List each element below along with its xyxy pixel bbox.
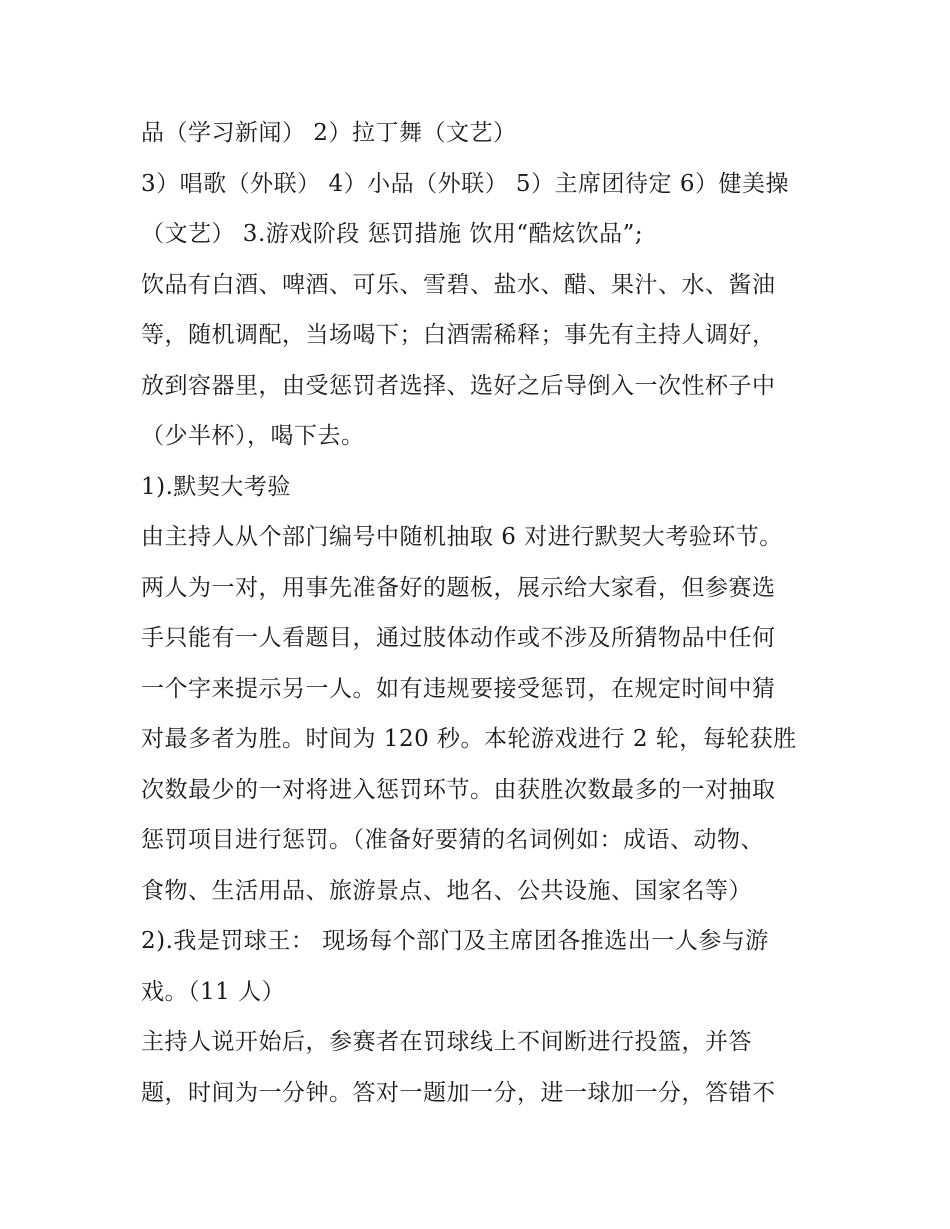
text-line: 品（学习新闻） 2）拉丁舞（文艺）	[141, 120, 517, 146]
text-line: 对最多者为胜。时间为 120 秒。本轮游戏进行 2 轮，每轮获胜	[141, 726, 797, 752]
section-heading: 2).我是罚球王： 现场每个部门及主席团各推选出一人参与游	[141, 928, 769, 954]
text-line: 戏。（11 人）	[141, 978, 286, 1005]
text-line: 由主持人从个部门编号中随机抽取 6 对进行默契大考验环节。	[141, 524, 783, 550]
text-line: 两人为一对，用事先准备好的题板，展示给大家看，但参赛选	[141, 574, 776, 601]
text-line: 饮品有白酒、啤酒、可乐、雪碧、盐水、醋、果汁、水、酱油	[141, 271, 776, 298]
text-line: 放到容器里，由受惩罚者选择、选好之后导倒入一次性杯子中	[141, 372, 776, 399]
text-line: （文艺） 3.游戏阶段 惩罚措施 饮用“酷炫饮品”;	[141, 221, 644, 247]
text-line: 惩罚项目进行惩罚。（准备好要猜的名词例如：成语、动物、	[141, 827, 764, 853]
text-line: （少半杯），喝下去。	[141, 423, 365, 449]
text-line: 主持人说开始后，参赛者在罚球线上不间断进行投篮，并答	[141, 1029, 752, 1055]
text-line: 题，时间为一分钟。答对一题加一分，进一球加一分，答错不	[141, 1079, 776, 1106]
text-line: 一个字来提示另一人。如有违规要接受惩罚，在规定时间中猜	[141, 675, 776, 702]
text-line: 等，随机调配，当场喝下；白酒需稀释；事先有主持人调好，	[141, 322, 776, 348]
text-line: 食物、生活用品、旅游景点、地名、公共设施、国家名等）	[141, 877, 752, 904]
text-line: 手只能有一人看题目，通过肢体动作或不涉及所猜物品中任何	[141, 625, 776, 651]
document-body	[141, 108, 821, 1118]
text-line: 3）唱歌（外联） 4）小品（外联） 5）主席团待定 6）健美操	[141, 170, 789, 197]
section-heading: 1).默契大考验	[141, 473, 291, 500]
text-line: 次数最少的一对将进入惩罚环节。由获胜次数最多的一对抽取	[141, 776, 776, 803]
